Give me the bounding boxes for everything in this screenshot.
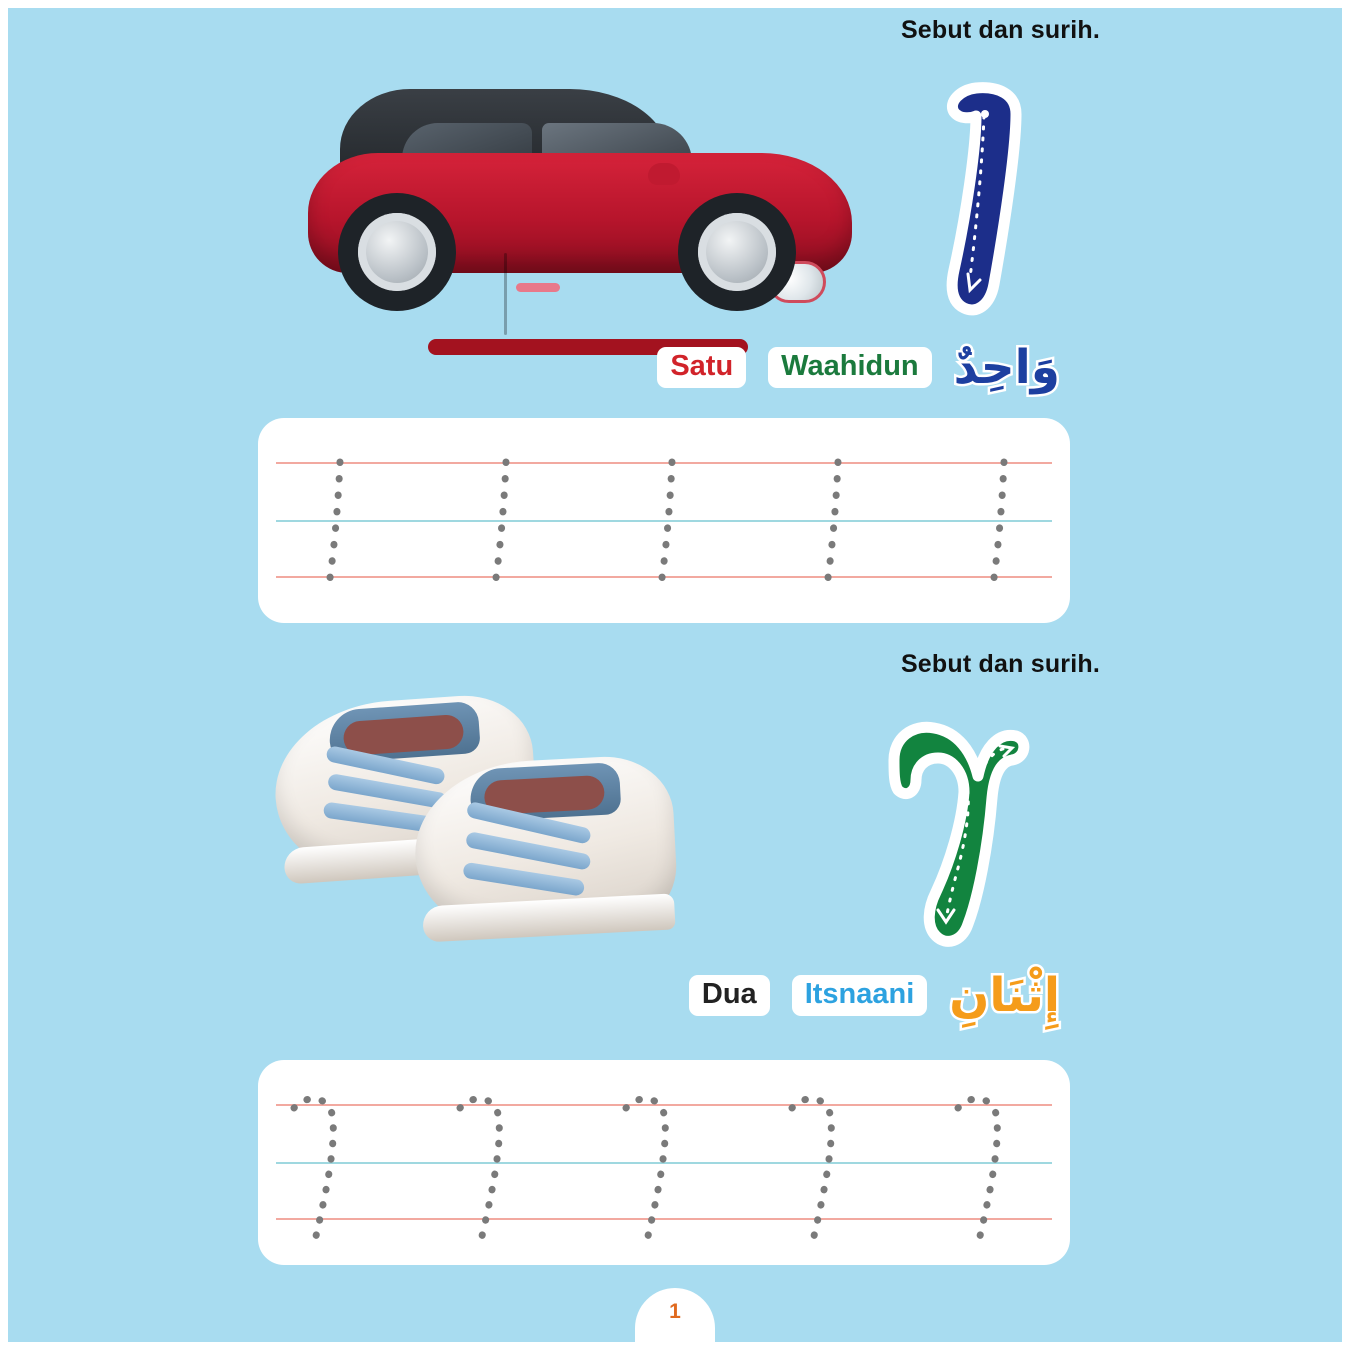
arabic-numeral-two-sticker	[872, 718, 1032, 948]
word-row-2	[689, 968, 1060, 1023]
car-door-handle	[516, 283, 560, 292]
arabic-numeral-one-sticker	[920, 78, 1038, 318]
page-number-badge	[635, 1288, 715, 1342]
red-car-illustration	[300, 75, 860, 315]
arabic-word-1: وَاحِدٌ	[953, 340, 1060, 395]
ruling-line-bottom	[276, 576, 1052, 578]
arabic-word-2: إِثْنَانِ	[949, 968, 1060, 1023]
transliteration-word-2-text: Itsnaani	[804, 977, 915, 1010]
page-number: 1	[669, 1300, 681, 1323]
transliteration-word-1-text: Waahidun	[781, 349, 919, 382]
ruling-line-middle	[276, 520, 1052, 522]
car-wheel-front	[338, 193, 456, 311]
malay-word-2	[689, 975, 770, 1016]
pair-of-shoes-illustration	[265, 690, 685, 980]
ruling-line-top	[276, 462, 1052, 464]
page-margin-bottom	[0, 1342, 1350, 1350]
transliteration-word-1	[768, 347, 931, 388]
car-wheel-rear	[678, 193, 796, 311]
transliteration-word-2	[792, 975, 928, 1016]
shoe-lace	[462, 862, 585, 897]
page-margin-right	[1342, 0, 1350, 1350]
instruction-text-1: Sebut dan surih.	[900, 16, 1100, 44]
word-row-1	[657, 340, 1060, 395]
ruling-line-top	[276, 1104, 1052, 1106]
ruling-line-bottom	[276, 1218, 1052, 1220]
tracing-box-1[interactable]	[258, 418, 1070, 623]
malay-word-1	[657, 347, 746, 388]
car-door-line	[504, 253, 507, 335]
page-margin-top	[0, 0, 1350, 8]
car-side-mirror	[648, 163, 680, 185]
ruling-line-middle	[276, 1162, 1052, 1164]
malay-word-2-text: Dua	[701, 977, 757, 1010]
shoe-sole-front	[422, 893, 676, 942]
instruction-text-2: Sebut dan surih.	[900, 650, 1100, 678]
page-margin-left	[0, 0, 8, 1350]
tracing-box-2[interactable]	[258, 1060, 1070, 1265]
malay-word-1-text: Satu	[670, 349, 734, 382]
